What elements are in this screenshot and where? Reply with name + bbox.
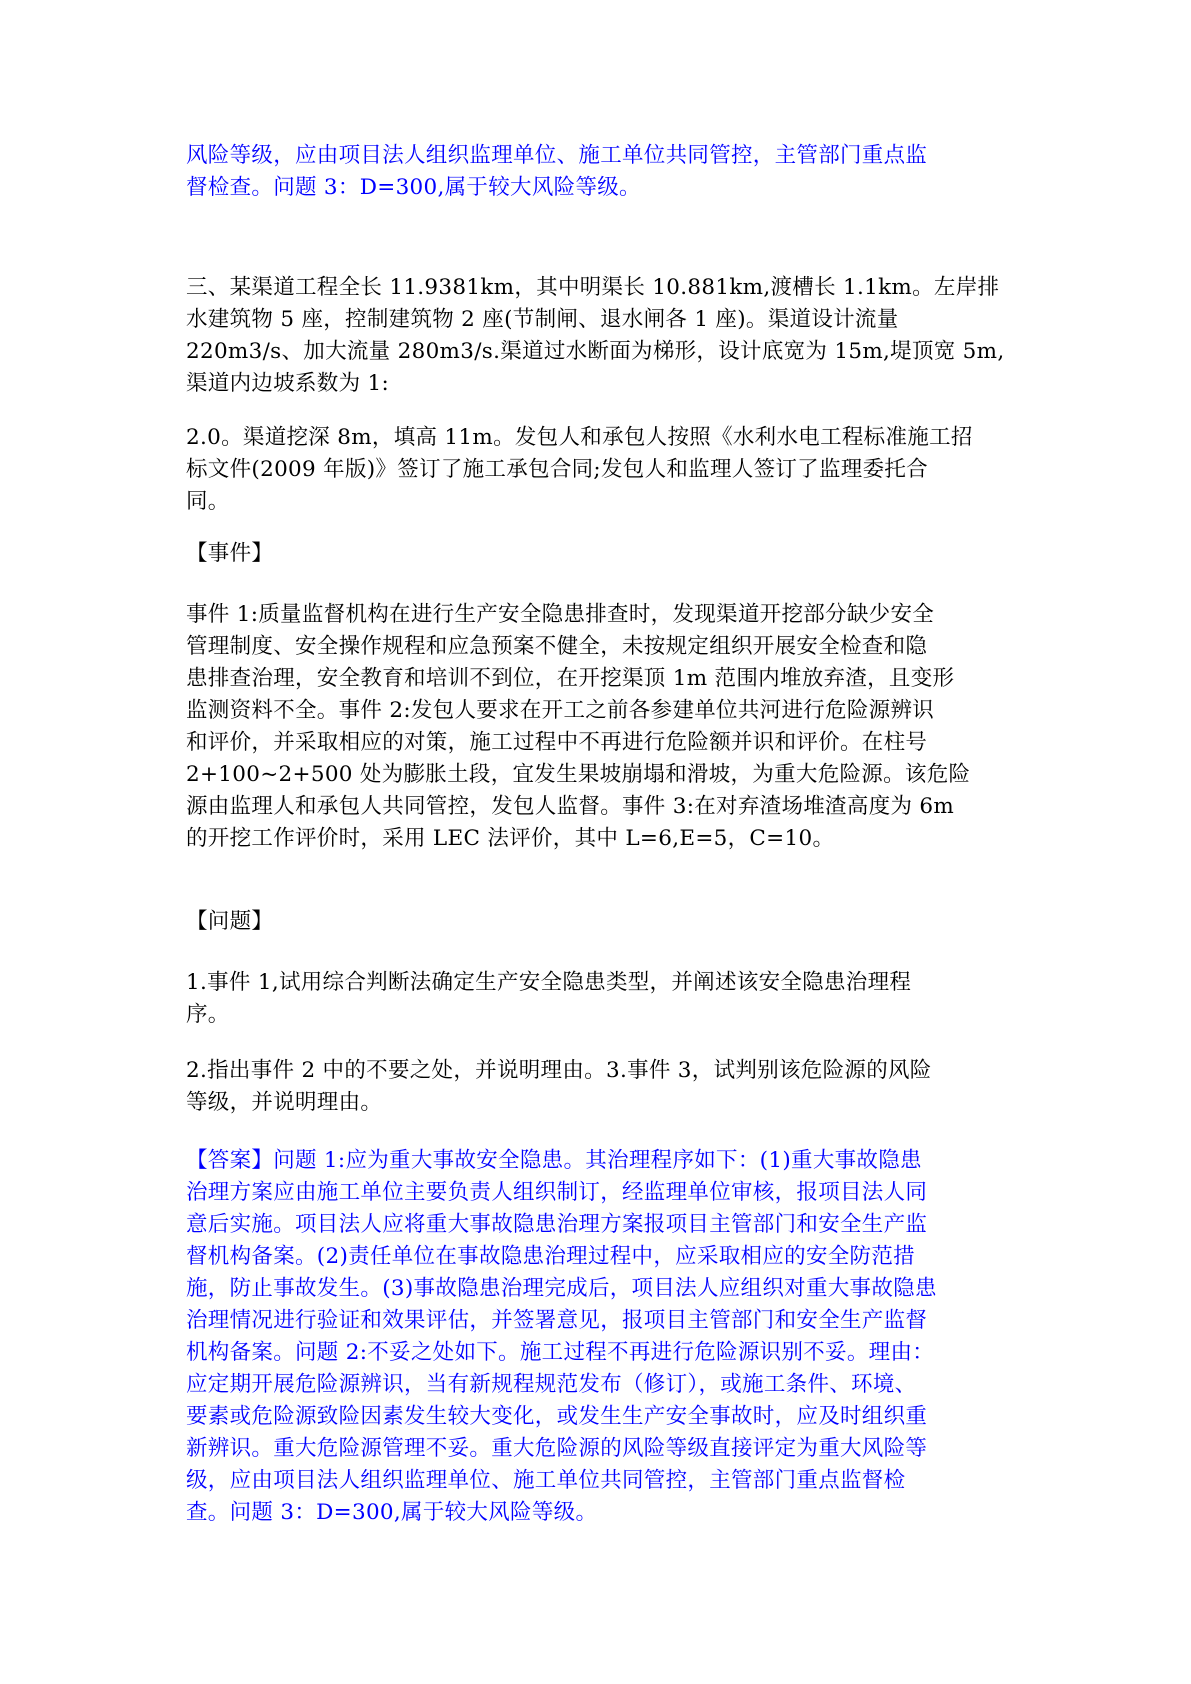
text-line: 【答案】问题 1:应为重大事故安全隐患。其治理程序如下：(1)重大事故隐患 [186,1148,922,1173]
text-line: 源由监理人和承包人共同管控，发包人监督。事件 3:在对弃渣场堆渣高度为 6m [186,794,955,819]
text-line: 事件 1:质量监督机构在进行生产安全隐患排查时，发现渠道开挖部分缺少安全 [186,602,935,627]
text-line: 渠道内边坡系数为 1: [186,371,390,396]
text-line: 患排查治理，安全教育和培训不到位，在开挖渠顶 1m 范围内堆放弃渣，且变形 [186,666,955,691]
text-line: 新辨识。重大危险源管理不妥。重大危险源的风险等级直接评定为重大风险等 [186,1436,928,1461]
text-line: 序。 [186,1002,230,1027]
text-line: 机构备案。问题 2:不妥之处如下。施工过程不再进行危险源识别不妥。理由： [186,1340,935,1365]
section-heading: 【事件】 [186,541,274,566]
questions-heading [186,906,1026,938]
problem-intro [186,272,1026,400]
text-line: 的开挖工作评价时，采用 LEC 法评价，其中 L=6,E=5，C=10。 [186,826,835,851]
answer-section [186,1145,1026,1529]
events-heading [186,538,1026,570]
text-line: 应定期开展危险源辨识，当有新规程规范发布（修订），或施工条件、环境、 [186,1372,917,1397]
events-body [186,599,1026,855]
question-1 [186,967,1026,1031]
section-heading: 【问题】 [186,909,274,934]
text-line: 220m3/s、加大流量 280m3/s.渠道过水断面为梯形，设计底宽为 15m,堤顶宽 5m, [186,339,1005,364]
text-line: 要素或危险源致险因素发生较大变化，或发生生产安全事故时，应及时组织重 [186,1404,928,1429]
text-line: 意后实施。项目法人应将重大事故隐患治理方案报项目主管部门和安全生产监 [186,1212,928,1237]
text-line: 治理方案应由施工单位主要负责人组织制订，经监理单位审核，报项目法人同 [186,1180,928,1205]
text-line: 和评价，并采取相应的对策，施工过程中不再进行危险额并识和评价。在柱号 [186,730,928,755]
text-line: 1.事件 1,试用综合判断法确定生产安全隐患类型，并阐述该安全隐患治理程 [186,970,912,995]
text-line: 监测资料不全。事件 2:发包人要求在开工之前各参建单位共河进行危险源辨识 [186,698,935,723]
text-line: 督检查。问题 3：D=300,属于较大风险等级。 [186,175,641,200]
text-line: 2.0。渠道挖深 8m，填高 11m。发包人和承包人按照《水利水电工程标准施工招 [186,425,973,450]
text-line: 同。 [186,489,230,514]
text-line: 治理情况进行验证和效果评估，并签署意见，报项目主管部门和安全生产监督 [186,1308,928,1333]
problem-intro-continued [186,422,1026,518]
text-line: 三、某渠道工程全长 11.9381km，其中明渠长 10.881km,渡槽长 1.1km。左岸排 [186,275,1000,300]
text-line: 风险等级，应由项目法人组织监理单位、施工单位共同管控，主管部门重点监 [186,143,928,168]
text-line: 级，应由项目法人组织监理单位、施工单位共同管控，主管部门重点监督检 [186,1468,906,1493]
text-line: 督机构备案。(2)责任单位在事故隐患治理过程中，应采取相应的安全防范措 [186,1244,915,1269]
top-answer-continuation [186,140,1026,204]
text-line: 管理制度、安全操作规程和应急预案不健全，未按规定组织开展安全检查和隐 [186,634,928,659]
text-line: 查。问题 3：D=300,属于较大风险等级。 [186,1500,598,1525]
text-line: 2.指出事件 2 中的不要之处，并说明理由。3.事件 3，试判别该危险源的风险 [186,1058,932,1083]
text-line: 施，防止事故发生。(3)事故隐患治理完成后，项目法人应组织对重大事故隐患 [186,1276,937,1301]
text-line: 等级，并说明理由。 [186,1090,383,1115]
text-line: 2+100~2+500 处为膨胀土段，宜发生果坡崩塌和滑坡，为重大危险源。该危险 [186,762,971,787]
question-2-3 [186,1055,1026,1119]
text-line: 水建筑物 5 座，控制建筑物 2 座(节制闸、退水闸各 1 座)。渠道设计流量 [186,307,899,332]
text-line: 标文件(2009 年版)》签订了施工承包合同;发包人和监理人签订了监理委托合 [186,457,928,482]
